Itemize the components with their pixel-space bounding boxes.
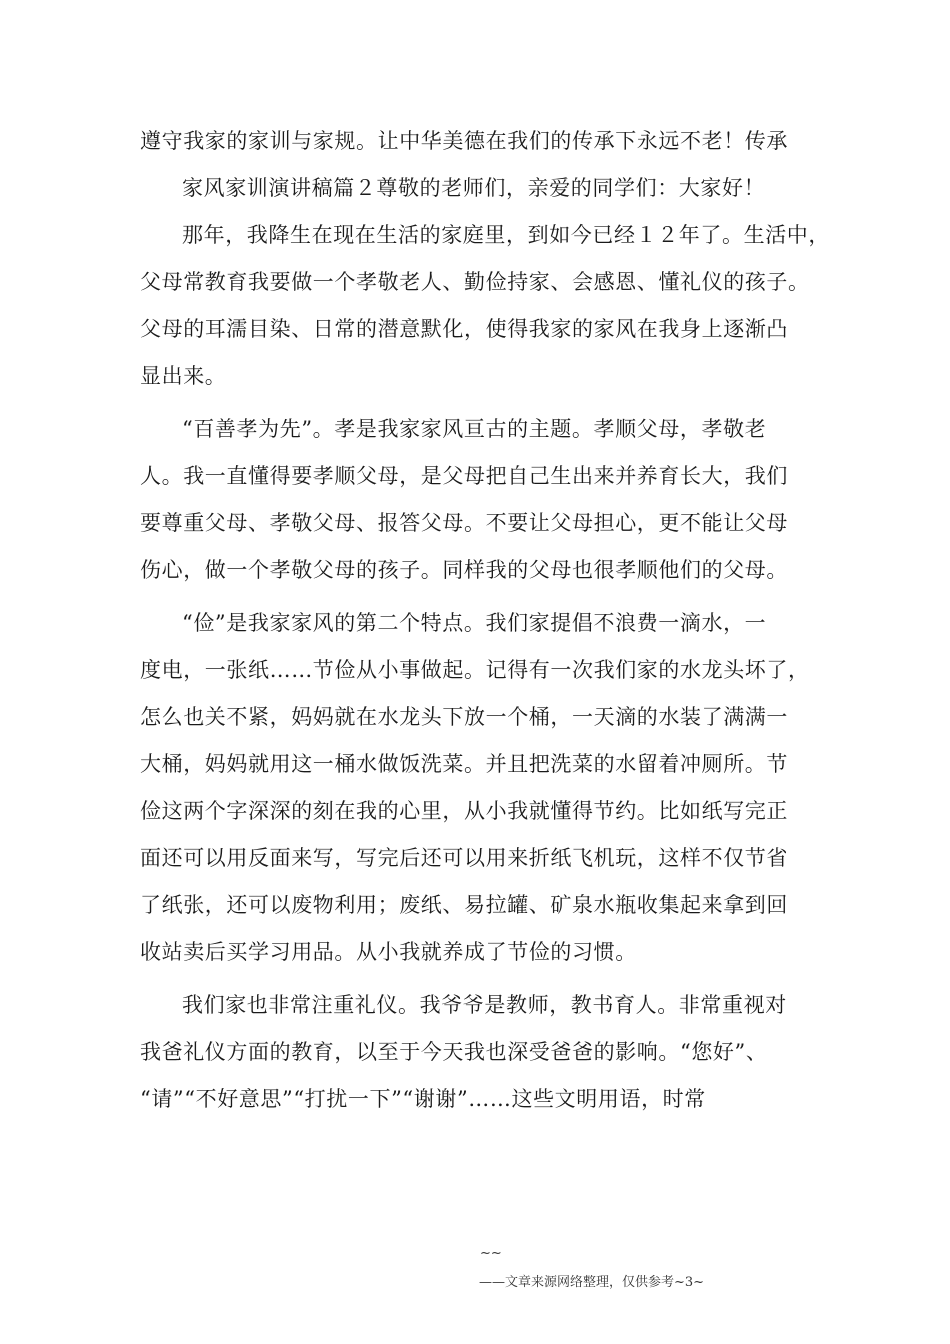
paragraph-line: 大桶，妈妈就用这一桶水做饭洗菜。并且把洗菜的水留着冲厕所。节 [140, 752, 788, 776]
paragraph-line: “百善孝为先”。孝是我家家风亘古的主题。孝顺父母，孝敬老 [182, 417, 767, 441]
paragraph-line: 父母常教育我要做一个孝敬老人、勤俭持家、会感恩、懂礼仪的孩子。 [140, 270, 810, 294]
footer-mark: ~~ [480, 1246, 502, 1261]
paragraph-line: 家风家训演讲稿篇２尊敬的老师们，亲爱的同学们：大家好！ [182, 176, 766, 200]
paragraph-line: 怎么也关不紧，妈妈就在水龙头下放一个桶，一天滴的水装了满满一 [140, 705, 788, 729]
paragraph-line: 伤心，做一个孝敬父母的孩子。同样我的父母也很孝顺他们的父母。 [140, 558, 788, 582]
paragraph-line: 面还可以用反面来写，写完后还可以用来折纸飞机玩，这样不仅节省 [140, 846, 788, 870]
paragraph-line: 我们家也非常注重礼仪。我爷爷是教师，教书育人。非常重视对 [182, 993, 787, 1017]
paragraph-line: 收站卖后买学习用品。从小我就养成了节俭的习惯。 [140, 940, 637, 964]
paragraph-line: “请”“不好意思”“打扰一下”“谢谢”……这些文明用语，时常 [140, 1087, 706, 1111]
paragraph-line: 父母的耳濡目染、日常的潜意默化，使得我家的家风在我身上逐渐凸 [140, 317, 788, 341]
paragraph-line: 了纸张，还可以废物利用；废纸、易拉罐、矿泉水瓶收集起来拿到回 [140, 893, 788, 917]
paragraph-line: 人。我一直懂得要孝顺父母，是父母把自己生出来并养育长大，我们 [140, 464, 788, 488]
document-body [140, 118, 840, 1123]
paragraph-line: 遵守我家的家训与家规。让中华美德在我们的传承下永远不老！传承 [140, 129, 788, 153]
paragraph-line: 度电，一张纸……节俭从小事做起。记得有一次我们家的水龙头坏了， [140, 658, 810, 682]
paragraph-line: 我爸礼仪方面的教育，以至于今天我也深受爸爸的影响。“您好”、 [140, 1040, 768, 1064]
paragraph-line: 俭这两个字深深的刻在我的心里，从小我就懂得节约。比如纸写完正 [140, 799, 788, 823]
paragraph-line: 显出来。 [140, 364, 227, 388]
paragraph-line: 要尊重父母、孝敬父母、报答父母。不要让父母担心，更不能让父母 [140, 511, 788, 535]
paragraph-line: 那年，我降生在现在生活的家庭里，到如今已经１２年了。生活中， [182, 223, 830, 247]
footer-source-note: ——文章来源网络整理，仅供参考 [479, 1275, 675, 1290]
footer-note [479, 1271, 704, 1290]
page-number: ~3~ [674, 1275, 705, 1290]
paragraph-line: “俭”是我家家风的第二个特点。我们家提倡不浪费一滴水，一 [182, 611, 767, 635]
